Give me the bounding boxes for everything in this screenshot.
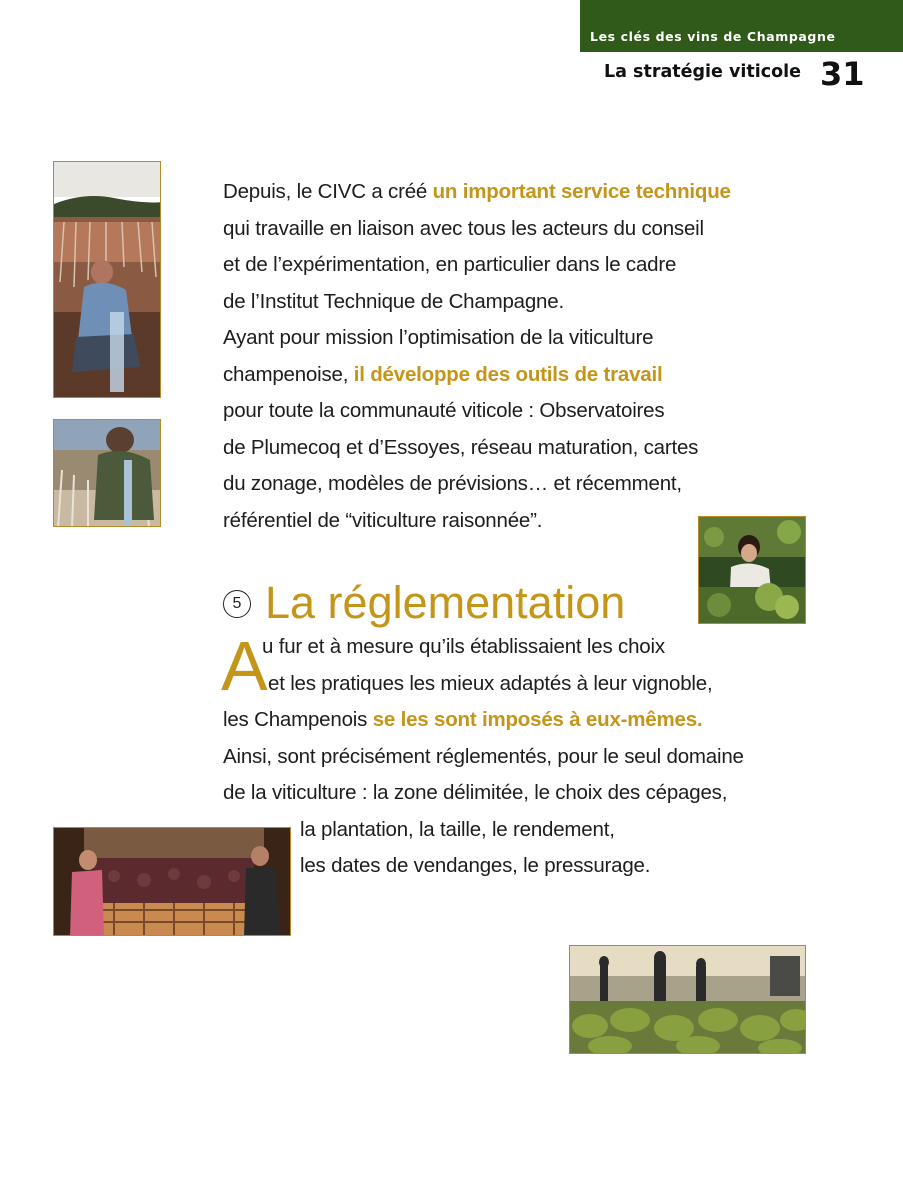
section-heading-title: La réglementation — [265, 577, 626, 628]
section-title: La stratégie viticole — [604, 62, 802, 82]
section-line-1: u fur et à mesure qu’ils établissaient les choix — [262, 635, 665, 658]
section-line-3: les Champenois se les sont imposés à eux-mêmes. — [223, 708, 703, 731]
intro-line-5: Ayant pour mission l’optimisation de la viticulture — [223, 326, 654, 349]
intro-line-3: et de l’expérimentation, en particulier dans le cadre — [223, 253, 677, 276]
photo-harvest-baskets — [569, 945, 806, 1054]
intro-line-10: référentiel de “viticulture raisonnée”. — [223, 508, 543, 532]
page-number: 31 — [820, 55, 865, 93]
section-line-4: Ainsi, sont précisément réglementés, pour le seul domaine — [223, 745, 744, 768]
intro-highlight-2: il développe des outils de travail — [353, 362, 663, 386]
intro-line-6: champenoise, il développe des outils de travail — [223, 362, 663, 386]
section-line-5: de la viticulture : la zone délimitée, le choix des cépages, — [223, 781, 728, 804]
intro-paragraph — [223, 174, 731, 539]
photo-wine-press — [53, 827, 291, 936]
intro-highlight-1: un important service technique — [432, 180, 731, 203]
section-line-7: les dates de vendanges, le pressurage. — [300, 854, 651, 877]
drop-cap: A — [221, 627, 268, 705]
intro-line-7: pour toute la communauté viticole : Observatoires — [223, 399, 665, 422]
intro-line-1: Depuis, le CIVC a créé un important service technique — [223, 180, 731, 203]
intro-line-9: du zonage, modèles de prévisions… et récemment, — [223, 472, 682, 495]
intro-line-2: qui travaille en liaison avec tous les acteurs du conseil — [223, 216, 704, 240]
header-banner — [580, 0, 903, 52]
banner-text: Les clés des vins de Champagne — [590, 29, 836, 44]
photo-vineyard-stakes — [53, 419, 161, 527]
photo-vineyard-planting — [53, 161, 161, 398]
section-line-2: et les pratiques les mieux adaptés à leur vignoble, — [268, 672, 713, 695]
section-highlight: se les sont imposés à eux-mêmes. — [372, 708, 703, 731]
section-line-6: la plantation, la taille, le rendement, — [300, 818, 615, 841]
intro-line-8: de Plumecoq et d’Essoyes, réseau maturation, cartes — [223, 435, 699, 459]
intro-line-4: de l’Institut Technique de Champagne. — [223, 289, 564, 313]
section-number-badge: 5 — [223, 590, 251, 618]
